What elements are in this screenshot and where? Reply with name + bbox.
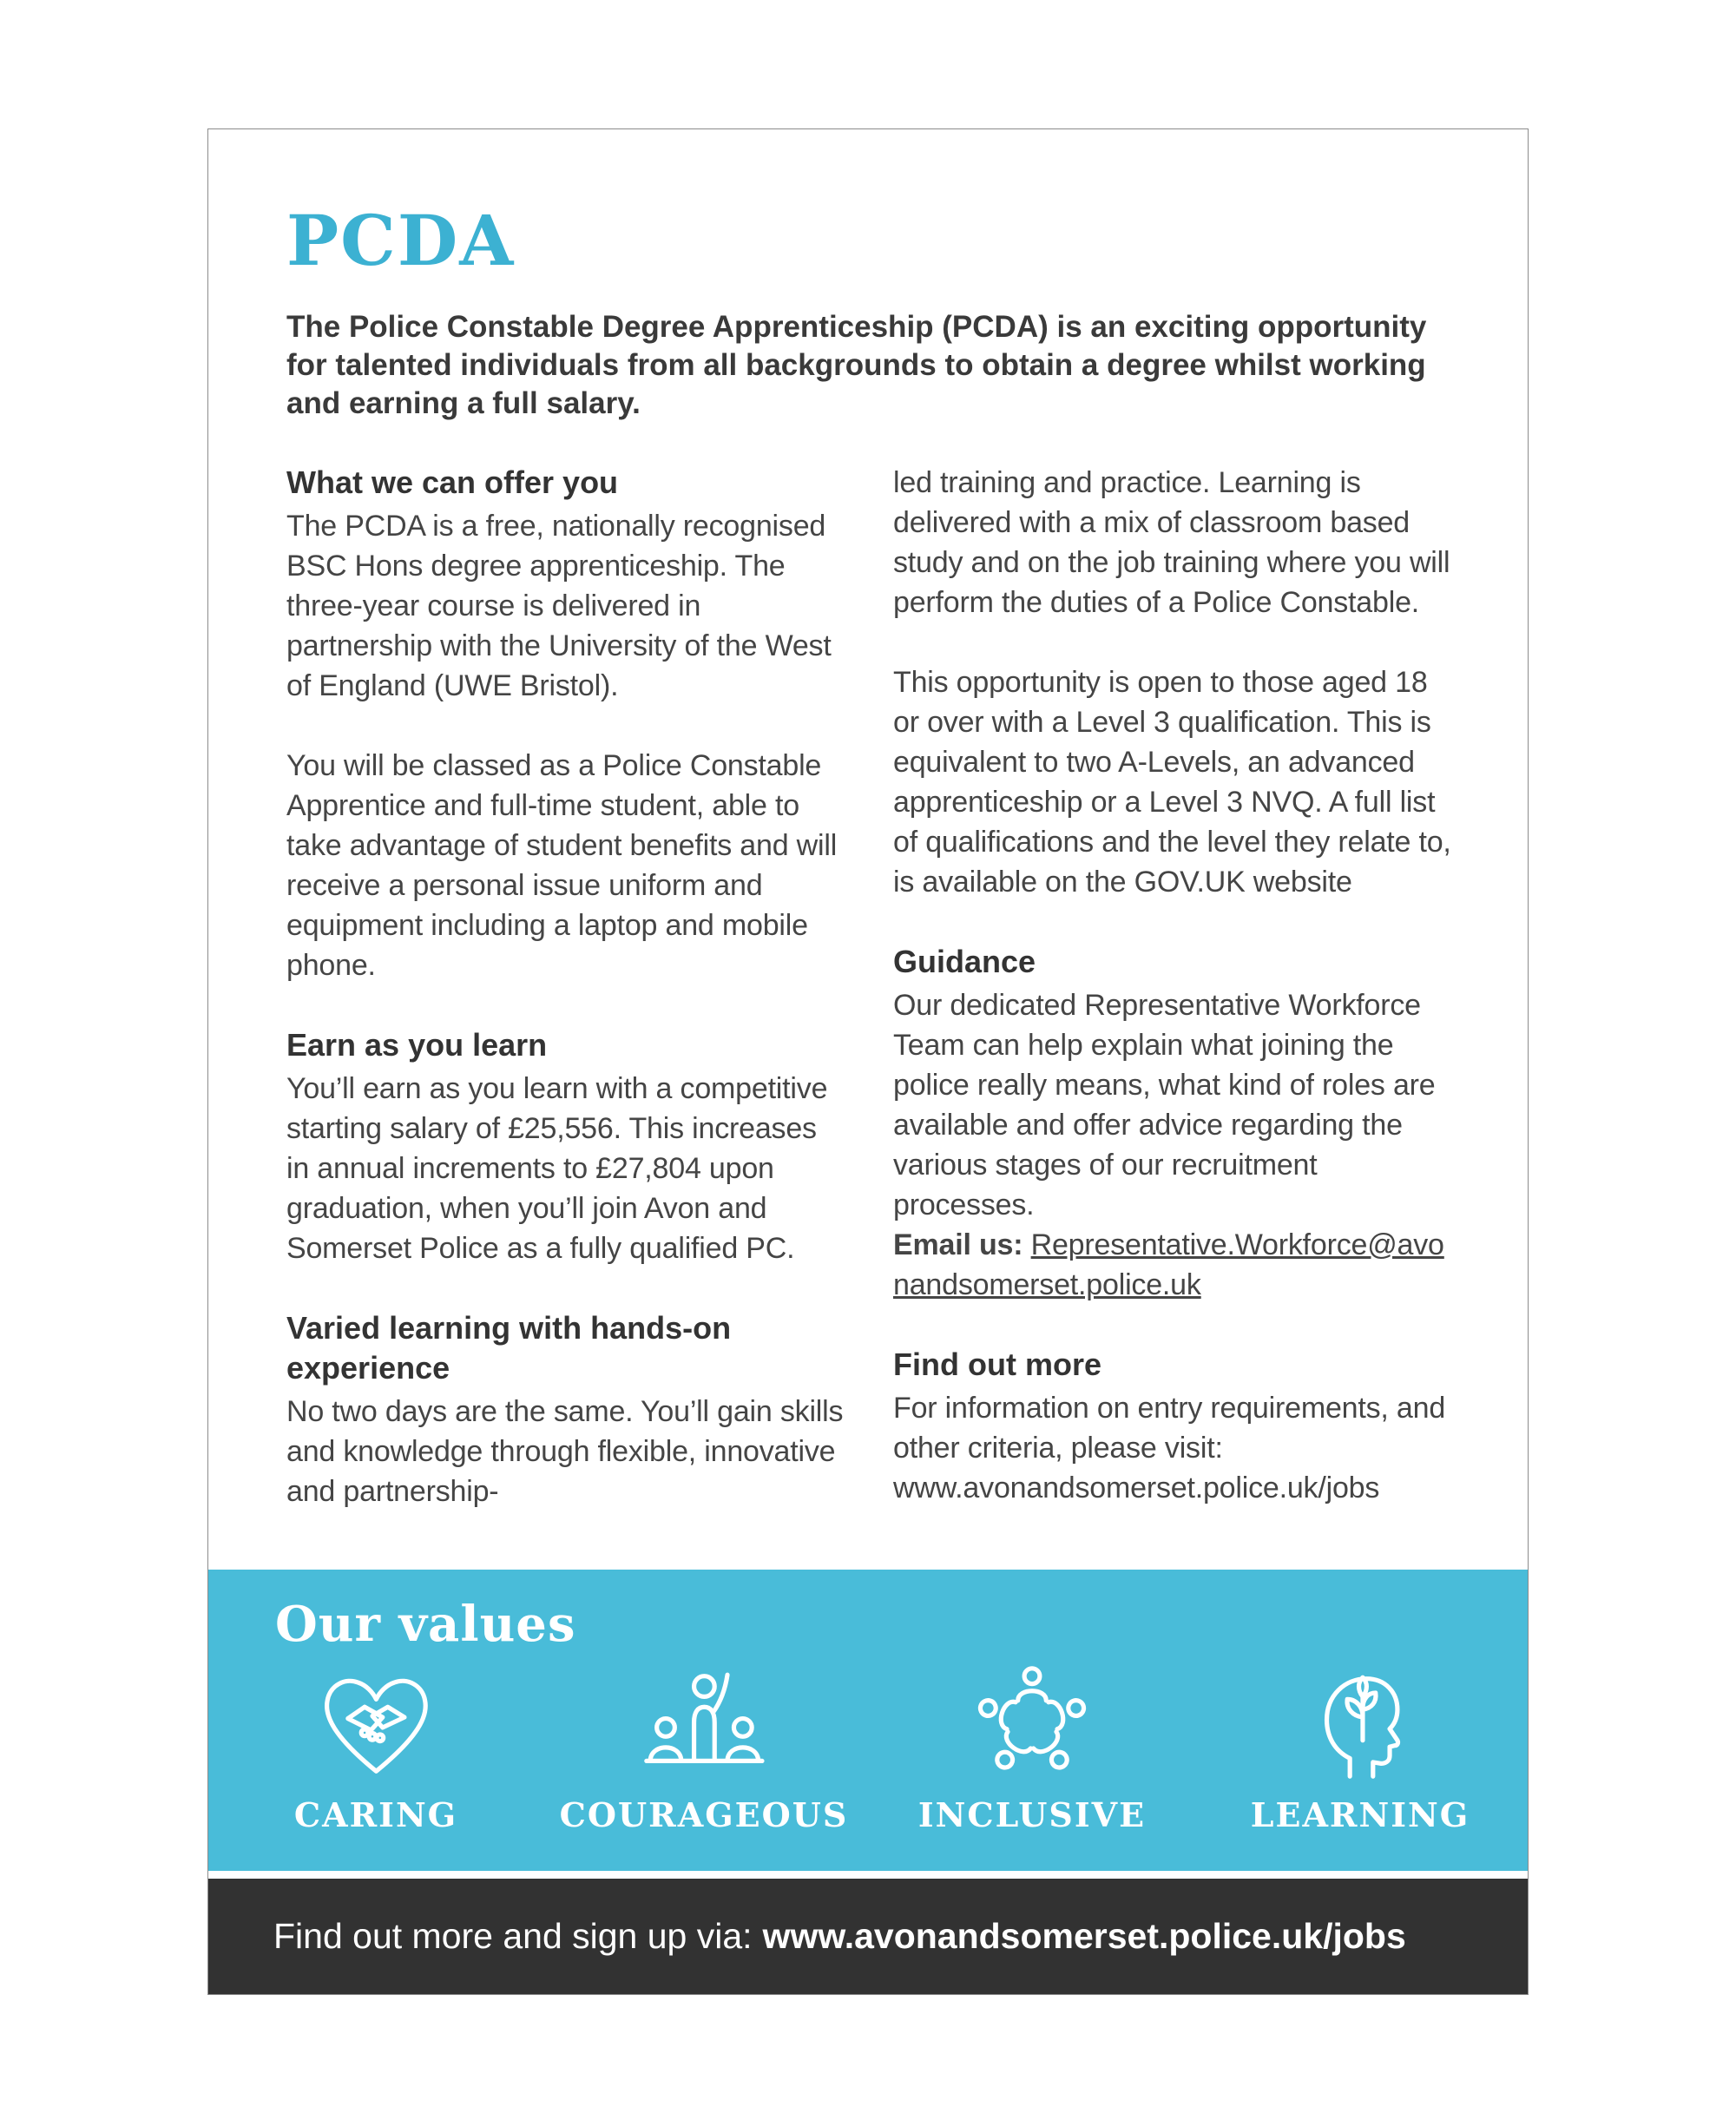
footer-bar bbox=[208, 1879, 1528, 1994]
jobs-url-text[interactable]: www.avonandsomerset.police.uk/jobs bbox=[893, 1471, 1380, 1504]
guidance-text: Our dedicated Representative Workforce Team can help explain what joining the police really means, what kind of roles are available and offer advice regarding the various stages of our recruitment processes. bbox=[893, 989, 1436, 1221]
email-label: Email us: bbox=[893, 1228, 1023, 1261]
value-label-caring: CARING bbox=[293, 1795, 458, 1834]
right-column bbox=[893, 463, 1451, 1551]
flyer-card bbox=[207, 128, 1529, 1995]
paragraph-guidance bbox=[893, 985, 1451, 1305]
paragraph-offer: The PCDA is a free, nationally recognised BSC Hons degree apprenticeship. The three-year course is delivered in partnership with the University of the West of England (UWE Bristol). bbox=[286, 510, 832, 702]
value-courageous bbox=[540, 1658, 868, 1834]
value-label-learning: LEARNING bbox=[1250, 1795, 1470, 1834]
paragraph-varied-learning: No two days are the same. You’ll gain skills and knowledge through flexible, innovative and partnership- bbox=[286, 1395, 844, 1508]
left-column bbox=[286, 463, 845, 1551]
page-title: PCDA bbox=[286, 200, 516, 281]
paragraph-training: led training and practice. Learning is delivered with a mix of classroom based study and on the job training where you will perform the duties of a Police Constable. bbox=[893, 466, 1450, 619]
footer-url[interactable]: www.avonandsomerset.police.uk/jobs bbox=[762, 1916, 1406, 1956]
find-out-more-text: For information on entry requirements, and other criteria, please visit: bbox=[893, 1392, 1446, 1465]
paragraph-find-out-more bbox=[893, 1388, 1451, 1508]
values-row bbox=[208, 1658, 1528, 1834]
heading-guidance: Guidance bbox=[893, 944, 1036, 979]
two-column-layout bbox=[286, 463, 1451, 1551]
content-area bbox=[208, 129, 1528, 1570]
paragraph-salary: You’ll earn as you learn with a competitive starting salary of £25,556. This increases in annual increments to £27,804 upon graduation, when you’ll join Avon and Somerset Police as a fully qualified PC. bbox=[286, 1072, 828, 1265]
email-link[interactable]: Representative.Workforce@avonandsomerset.police.uk bbox=[893, 1228, 1444, 1301]
handshake-heart-icon bbox=[306, 1658, 447, 1787]
intro-paragraph: The Police Constable Degree Apprenticeship (PCDA) is an exciting opportunity for talented individuals from all backgrounds to obtain a degree whilst working and earning a full salary. bbox=[286, 310, 1427, 420]
values-title: Our values bbox=[275, 1596, 576, 1653]
head-plant-icon bbox=[1296, 1658, 1424, 1787]
value-learning bbox=[1196, 1658, 1524, 1834]
value-label-inclusive: INCLUSIVE bbox=[917, 1795, 1147, 1834]
paragraph-eligibility: This opportunity is open to those aged 18 or over with a Level 3 qualification. This is equivalent to two A-Levels, an advanced apprenticeship or a Level 3 NVQ. A full list of qualifications and the level they relate to, is available on the GOV.UK website bbox=[893, 666, 1451, 899]
person-raising-hand-icon bbox=[634, 1658, 775, 1787]
value-label-courageous: COURAGEOUS bbox=[559, 1795, 849, 1834]
heading-what-we-offer: What we can offer you bbox=[286, 464, 619, 500]
people-circle-icon bbox=[968, 1658, 1096, 1787]
heading-earn-as-you-learn: Earn as you learn bbox=[286, 1027, 548, 1063]
paragraph-apprentice: You will be classed as a Police Constable Apprentice and full-time student, able to take advantage of student benefits and will receive a personal issue uniform and equipment including a laptop and mobile phone. bbox=[286, 749, 838, 982]
value-inclusive bbox=[868, 1658, 1196, 1834]
heading-find-out-more: Find out more bbox=[893, 1346, 1101, 1382]
divider bbox=[208, 1871, 1528, 1879]
value-caring bbox=[212, 1658, 540, 1834]
values-section bbox=[208, 1570, 1528, 1871]
heading-varied-learning: Varied learning with hands-on experience bbox=[286, 1310, 732, 1386]
footer-text: Find out more and sign up via: bbox=[273, 1916, 753, 1956]
